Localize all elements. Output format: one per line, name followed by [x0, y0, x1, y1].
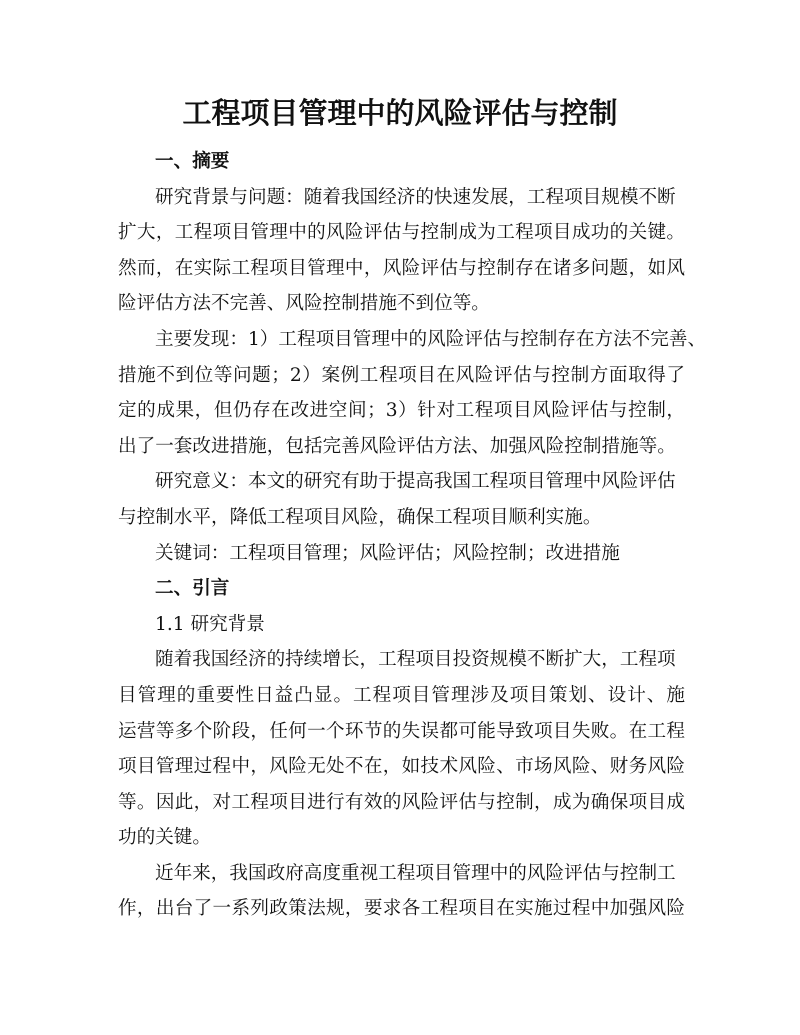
section-heading-introduction: 二、引言	[155, 578, 230, 600]
paragraph-line: 项目管理过程中，风险无处不在，如技术风险、市场风险、财务风险	[118, 756, 685, 778]
paragraph-line: 出了一套改进措施，包括完善风险评估方法、加强风险控制措施等。	[118, 435, 676, 457]
document-body	[118, 144, 707, 927]
paragraph-line: 然而，在实际工程项目管理中，风险评估与控制存在诸多问题，如风	[118, 257, 685, 279]
subsection-heading-background: 1.1 研究背景	[155, 613, 265, 635]
abstract-paragraph-findings	[118, 322, 707, 464]
paragraph-line: 目管理的重要性日益凸显。工程项目管理涉及项目策划、设计、施	[118, 684, 685, 706]
paragraph-line: 功的关键。	[118, 827, 211, 849]
paragraph-line: 与控制水平，降低工程项目风险，确保工程项目顺利实施。	[118, 506, 602, 528]
document-title: 工程项目管理中的风险评估与控制	[182, 96, 618, 130]
paragraph-line: 主要发现：1）工程项目管理中的风险评估与控制存在方法不完善、	[155, 328, 707, 350]
intro-paragraph-growth	[118, 642, 685, 856]
paragraph-line: 措施不到位等问题；2）案例工程项目在风险评估与控制方面取得了	[118, 364, 685, 386]
paragraph-line: 研究意义：本文的研究有助于提高我国工程项目管理中风险评估	[155, 471, 676, 493]
paragraph-line: 研究背景与问题：随着我国经济的快速发展，工程项目规模不断	[155, 186, 676, 208]
paragraph-line: 险评估方法不完善、风险控制措施不到位等。	[118, 293, 490, 315]
intro-paragraph-policy	[118, 856, 685, 927]
keywords-line: 关键词：工程项目管理；风险评估；风险控制；改进措施	[155, 542, 620, 564]
paragraph-line: 运营等多个阶段，任何一个环节的失误都可能导致项目失败。在工程	[118, 720, 685, 742]
section-heading-abstract: 一、摘要	[155, 151, 230, 172]
paragraph-line: 作，出台了一系列政策法规，要求各工程项目在实施过程中加强风险	[118, 898, 685, 920]
paragraph-line: 等。因此，对工程项目进行有效的风险评估与控制，成为确保项目成	[118, 791, 685, 813]
paragraph-line: 随着我国经济的持续增长，工程项目投资规模不断扩大，工程项	[155, 649, 676, 671]
abstract-paragraph-significance	[118, 464, 685, 535]
abstract-paragraph-background	[118, 180, 685, 322]
paragraph-line: 定的成果，但仍存在改进空间；3）针对工程项目风险评估与控制，	[118, 400, 685, 422]
paragraph-line: 近年来，我国政府高度重视工程项目管理中的风险评估与控制工	[155, 862, 676, 884]
paragraph-line: 扩大，工程项目管理中的风险评估与控制成为工程项目成功的关键。	[118, 222, 685, 244]
